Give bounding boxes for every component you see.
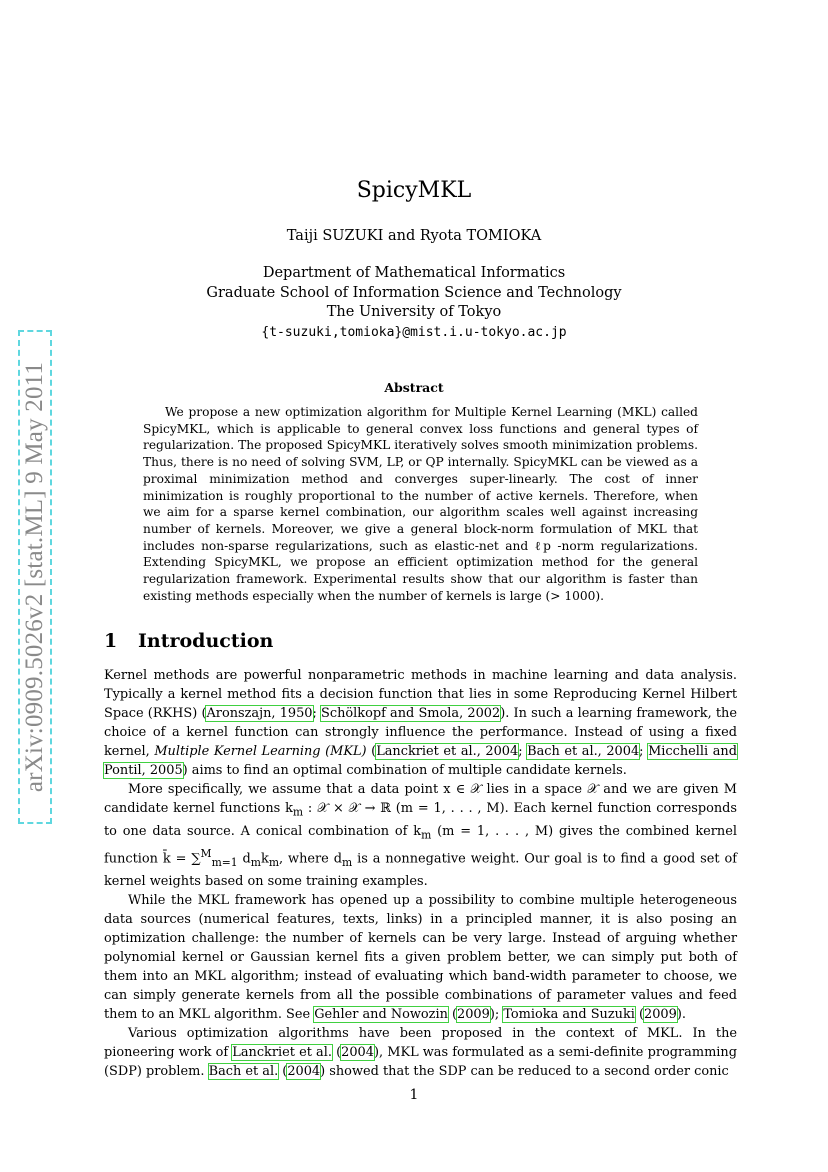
mkl-term: Multiple Kernel Learning (MKL) [154,744,367,759]
paper-title: SpicyMKL [356,178,472,203]
abstract-heading: Abstract [384,380,444,395]
citation-link[interactable]: 2004 [341,1045,374,1061]
affiliation-school: Graduate School of Information Science and Technology [206,284,622,301]
intro-paragraph-3: While the MKL framework has opened up a possibility to combine multiple heterogeneous data sources (numerical features, texts, links) in a principled manner, it is also posing an optimization challenge: the number of kernels can be very large. Instead of arguing whether polynomial kernel or Gaussian kernel fits a given problem better, we can simply put both of them into an MKL algorithm; instead of evaluating which band-width parameter to choose, we can simply generate kernels from all the possible combinations of parameter values and feed them to an MKL algorithm. See Gehler and Nowozin (2009); Tomioka and Suzuki (2009). [104,893,737,1023]
page-number: 1 [409,1087,419,1103]
affiliation-university: The University of Tokyo [326,304,502,320]
intro-paragraph-1: Kernel methods are powerful nonparametric methods in machine learning and data analysis. Typically a kernel method fits a decision function that lies in some Reproducing Kernel Hilbert Space (RKHS) (Aronszajn, 1950; Schölkopf and Smola, 2002). In such a learning framework, the choice of a kernel function can strongly influence the performance. Instead of using a fixed kernel, Multiple Kernel Learning (MKL) (Lanckriet et al., 2004; Bach et al., 2004; Micchelli and Pontil, 2005) aims to find an optimal combination of multiple candidate kernels. [104,668,737,778]
intro-paragraph-4: Various optimization algorithms have been proposed in the context of MKL. In the pioneering work of Lanckriet et al. (2004), MKL was formulated as a semi-definite programming (SDP) problem. Bach et al. (2004) showed that the SDP can be reduced to a second order conic [104,1026,737,1080]
abstract-body [143,404,698,604]
author-email: {t-suzuki,tomioka}@mist.i.u-tokyo.ac.jp [261,324,567,340]
abstract-text: We propose a new optimization algorithm for Multiple Kernel Learning (MKL) called SpicyMKL, which is applicable to general convex loss functions and general types of regularization. The proposed SpicyMKL iteratively solves smooth minimization problems. Thus, there is no need of solving SVM, LP, or QP internally. SpicyMKL can be viewed as a proximal minimization method and converges super-linearly. The cost of inner minimization is roughly proportional to the number of active kernels. Therefore, when we aim for a sparse kernel combination, our algorithm scales well against increasing number of kernels. Moreover, we give a general block-norm formulation of MKL that includes non-sparse regularizations, such as elastic-net and ℓp -norm regularizations. Extending SpicyMKL, we propose an efficient optimization method for the general regularization framework. Experimental results show that our algorithm is faster than existing methods especially when the number of kernels is large (> 1000). [143,405,698,603]
intro-paragraph-2: More specifically, we assume that a data point x ∈ 𝒳 lies in a space 𝒳 and we are given M candidate kernel functions $k_m$ : 𝒳 × 𝒳 → ℝ (m = 1, . . . , M). Each kernel function corresponds to one data source. A conical combination of $k_m$ (m = 1, . . . , M) gives the combined kernel function k̄ = ∑$^M_{m=1}$ $d_mk_m$, where $d_m$ is a nonnegative weight. Our goal is to find a good set of kernel weights based on some training examples. [104,782,737,890]
citation-link[interactable]: Schölkopf and Smola, 2002 [321,706,501,721]
affiliation-block [0,264,828,342]
introduction-body [104,666,737,1081]
citation-link[interactable]: 2004 [287,1064,321,1080]
citation-link[interactable]: Bach et al. [208,1064,279,1080]
citation-link[interactable]: Micchelli and Pontil, 2005 [104,744,737,778]
citation-link[interactable]: Lanckriet et al., 2004 [376,744,519,759]
citation-link[interactable]: 2009 [457,1007,490,1023]
arxiv-stamp [18,330,52,824]
section-heading [104,630,273,652]
paper-authors: Taiji SUZUKI and Ryota TOMIOKA [286,228,542,244]
section-number: 1 [104,630,118,652]
section-title: Introduction [138,630,274,652]
affiliation-department: Department of Mathematical Informatics [262,265,566,281]
citation-link[interactable]: Aronszajn, 1950 [206,706,313,721]
citation-link[interactable]: Bach et al., 2004 [527,744,640,759]
citation-link[interactable]: 2009 [644,1007,677,1023]
arxiv-identifier: arXiv:0909.5026v2 [stat.ML] 9 May 2011 [21,361,48,793]
citation-link[interactable]: Tomioka and Suzuki [503,1007,635,1023]
citation-link[interactable]: Lanckriet et al. [232,1045,332,1061]
citation-link[interactable]: Gehler and Nowozin [314,1007,448,1023]
